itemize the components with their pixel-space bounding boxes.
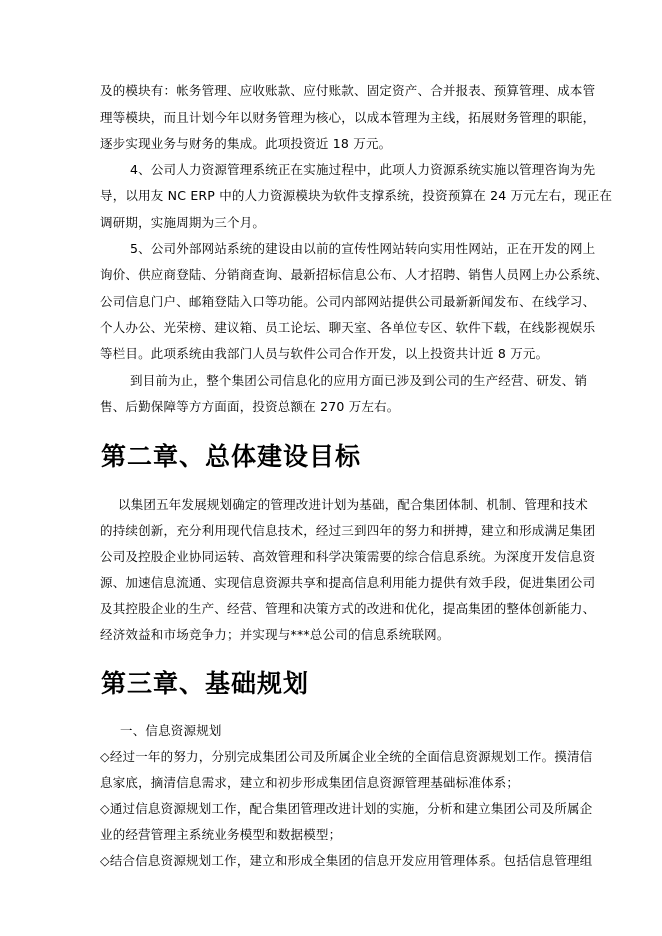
chapter-heading: 第三章、基础规划 <box>101 669 310 698</box>
text-line: 到目前为止，整个集团公司信息化的应用方面已涉及到公司的生产经营、研发、销 <box>130 373 588 388</box>
text-line: 逐步实现业务与财务的集成。此项投资近 18 万元。 <box>100 136 392 151</box>
text-line: 售、后勤保障等方方面面，投资总额在 270 万左右。 <box>100 399 400 414</box>
text-line: 源、加速信息流通、实现信息资源共享和提高信息利用能力提供有效手段，促进集团公司 <box>100 575 596 590</box>
text-line: 导，以用友 NC ERP 中的人力资源模块为软件支撑系统，投资预算在 24 万元左右，现正在 <box>100 188 613 203</box>
chapter-heading: 第二章、总体建设目标 <box>101 442 362 471</box>
text-line: 及的模块有：帐务管理、应收账款、应付账款、固定资产、合并报表、预算管理、成本管 <box>100 83 596 98</box>
section-heading: 一、信息资源规划 <box>120 723 222 738</box>
text-line: 以集团五年发展规划确定的管理改进计划为基础，配合集团体制、机制、管理和技术 <box>118 497 588 512</box>
text-line: 个人办公、光荣榜、建议箱、员工论坛、聊天室、各单位专区、软件下载，在线影视娱乐 <box>100 320 596 335</box>
text-line: 4、公司人力资源管理系统正在实施过程中，此项人力资源系统实施以管理咨询为先 <box>130 162 596 177</box>
bullet-line: ◇通过信息资源规划工作，配合集团管理改进计划的实施，分析和建立集团公司及所属企 <box>100 801 593 816</box>
text-line: 理等模块，而且计划今年以财务管理为核心，以成本管理为主线，拓展财务管理的职能， <box>100 110 596 125</box>
text-line: 调研期，实施周期为三个月。 <box>100 215 266 230</box>
bullet-line: 业的经营管理主系统业务模型和数据模型； <box>100 827 342 842</box>
text-line: 的持续创新，充分利用现代信息技术，经过三到四年的努力和拼搏，建立和形成满足集团 <box>100 523 596 538</box>
text-line: 经济效益和市场竞争力；并实现与***总公司的信息系统联网。 <box>100 627 450 642</box>
text-line: 询价、供应商登陆、分销商查询、最新招标信息公布、人才招聘、销售人员网上办公系统、 <box>100 267 609 282</box>
text-line: 公司信息门户、邮箱登陆入口等功能。公司内部网站提供公司最新新闻发布、在线学习、 <box>100 294 596 309</box>
text-line: 5、公司外部网站系统的建设由以前的宣传性网站转向实用性网站，正在开发的网上 <box>130 241 596 256</box>
bullet-line: ◇结合信息资源规划工作，建立和形成全集团的信息开发应用管理体系。包括信息管理组 <box>100 853 593 868</box>
bullet-line: 息家底，摘清信息需求，建立和初步形成集团信息资源管理基础标准体系； <box>100 775 520 790</box>
text-line: 及其控股企业的生产、经营、管理和决策方式的改进和优化，提高集团的整体创新能力、 <box>100 601 596 616</box>
bullet-line: ◇经过一年的努力，分别完成集团公司及所属企业全统的全面信息资源规划工作。摸清信 <box>100 749 593 764</box>
text-line: 公司及控股企业协同运转、高效管理和科学决策需要的综合信息系统。为深度开发信息资 <box>100 549 596 564</box>
text-line: 等栏目。此项系统由我部门人员与软件公司合作开发，以上投资共计近 8 万元。 <box>100 346 549 361</box>
